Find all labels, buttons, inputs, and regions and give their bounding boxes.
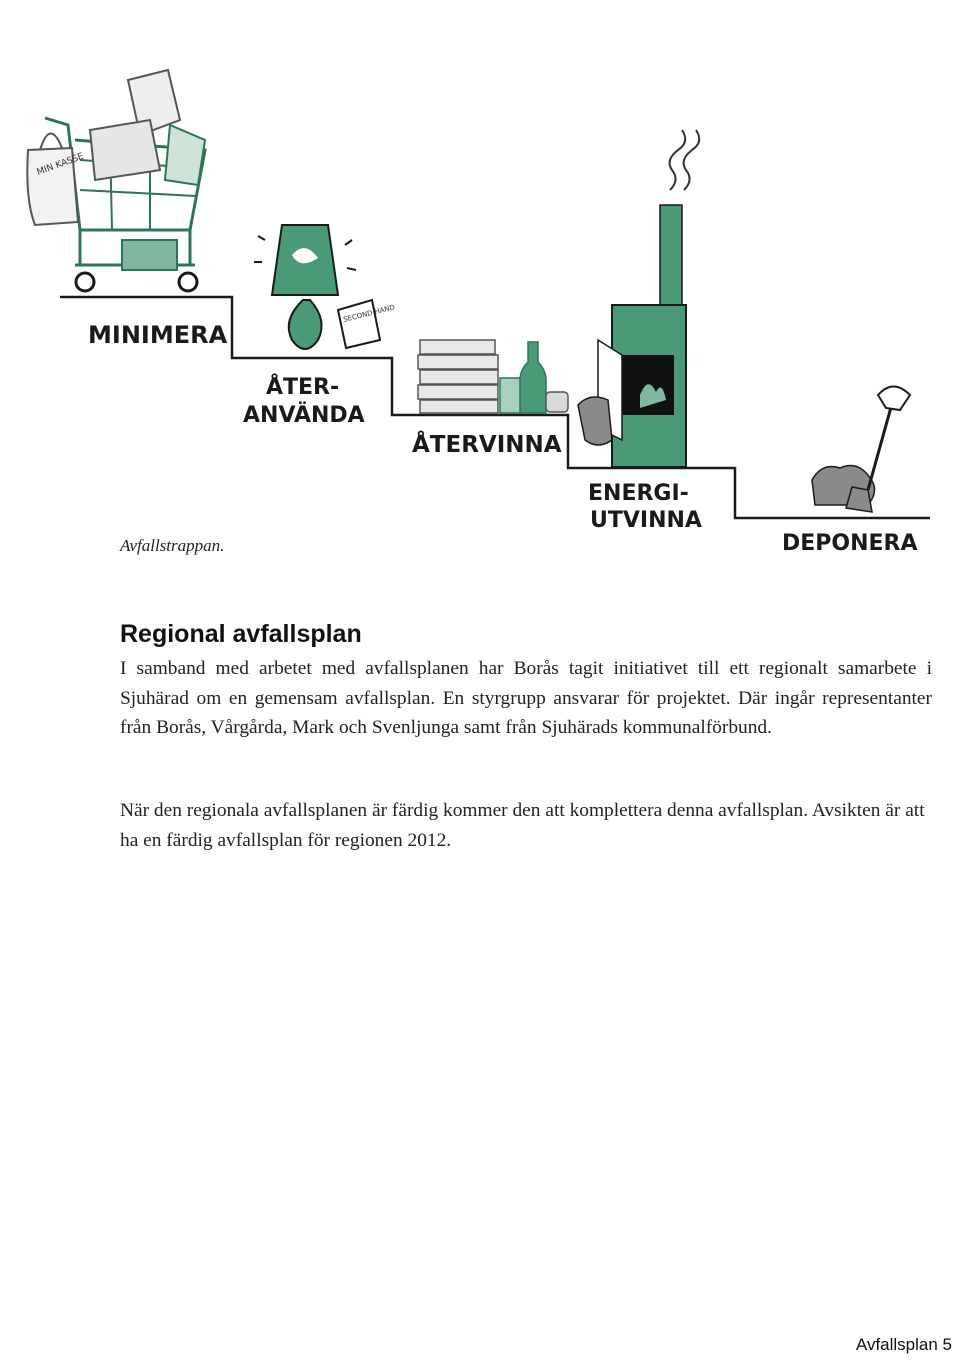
figure-caption: Avfallstrappan. xyxy=(120,536,225,555)
waste-hierarchy-illustration xyxy=(0,0,960,580)
second-hand-sign-icon xyxy=(338,300,396,348)
step-label-deponera: DEPONERA xyxy=(782,531,918,556)
step-label-minimera: MINIMERA xyxy=(88,321,228,349)
step-label-ateranvanda-line2: ANVÄNDA xyxy=(243,403,365,428)
step-label-energiutvinna-line1: ENERGI- xyxy=(588,481,689,506)
step-label-ateranvanda-line1: ÅTER- xyxy=(266,375,340,400)
lamp-icon xyxy=(254,225,356,349)
step-label-energiutvinna-line2: UTVINNA xyxy=(590,508,702,533)
shovel-icon xyxy=(812,387,910,513)
shopping-cart-icon xyxy=(27,70,205,291)
sign-label: SECOND HAND xyxy=(342,303,396,324)
recycling-stack-icon xyxy=(418,340,568,413)
step-label-atervinna: ÅTERVINNA xyxy=(412,432,562,458)
section-heading: Regional avfallsplan xyxy=(120,620,362,648)
body-paragraph-1: I samband med arbetet med avfallsplanen har Borås tagit initiativet till ett regionalt samarbete i Sjuhärad om en gemensam avfallsplan. En styrgrupp ansvarar för projektet. Där ingår representanter från Borås, Vårgårda, Mark och Svenljunga samt från Sjuhärads kommunalförbund. xyxy=(120,658,932,738)
page-footer: Avfallsplan 5 xyxy=(855,1335,952,1354)
incinerator-icon xyxy=(578,130,699,467)
bag-label: MIN KASSE xyxy=(35,151,86,178)
body-paragraph-2: När den regionala avfallsplanen är färdig kommer den att komplettera denna avfallsplan. Avsikten är att ha en färdig avfallsplan för regionen 2012. xyxy=(120,800,925,851)
